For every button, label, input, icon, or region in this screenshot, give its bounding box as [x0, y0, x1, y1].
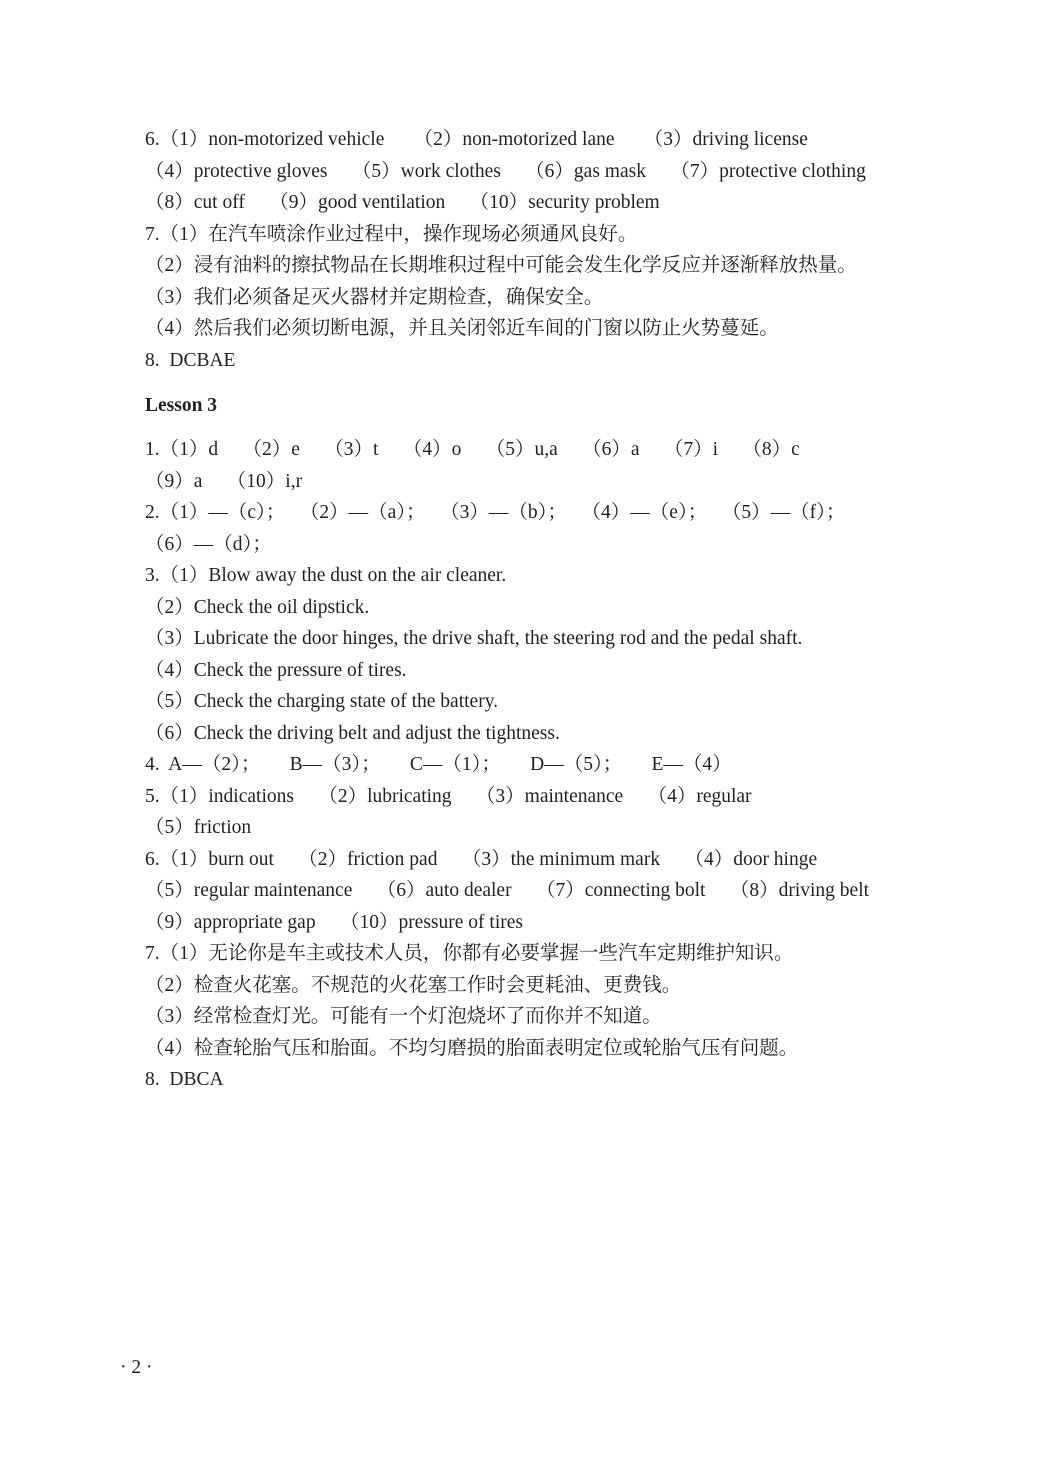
- text-line: （2）Check the oil dipstick.: [145, 596, 370, 618]
- text-line: 7.（1）无论你是车主或技术人员，你都有必要掌握一些汽车定期维护知识。: [145, 943, 794, 964]
- text-line: （8）cut off （9）good ventilation （10）security problem: [145, 192, 660, 213]
- text-line: （9）appropriate gap （10）pressure of tires: [145, 911, 523, 933]
- text-line: 6.（1）non-motorized vehicle （2）non-motorized lane （3）driving license: [145, 129, 808, 150]
- text-line: （6）—（d）；: [145, 533, 272, 555]
- text-line: （5）friction: [145, 817, 252, 838]
- text-line: （4）protective gloves （5）work clothes （6）gas mask （7）protective clothing: [145, 160, 866, 182]
- lesson-heading: Lesson 3: [145, 395, 218, 416]
- text-line: （5）regular maintenance （6）auto dealer （7）connecting bolt （8）driving belt: [145, 880, 870, 901]
- text-line: （5）Check the charging state of the battery.: [145, 691, 499, 712]
- text-line: 8. DBCA: [145, 1069, 224, 1090]
- text-line: 8. DCBAE: [145, 349, 236, 371]
- text-line: 3.（1）Blow away the dust on the air cleaner.: [145, 565, 507, 586]
- text-line: （2）检查火花塞。不规范的火花塞工作时会更耗油、更费钱。: [145, 974, 682, 996]
- text-line: （3）经常检查灯光。可能有一个灯泡烧坏了而你并不知道。: [145, 1006, 662, 1027]
- text-line: 6.（1）burn out （2）friction pad （3）the minimum mark （4）door hinge: [145, 848, 818, 870]
- text-line: （3）我们必须备足灭火器材并定期检查，确保安全。: [145, 286, 604, 308]
- page-number: · 2 ·: [120, 1357, 153, 1378]
- text-line: 7.（1）在汽车喷涂作业过程中，操作现场必须通风良好。: [145, 223, 638, 245]
- text-line: （4）然后我们必须切断电源，并且关闭邻近车间的门窗以防止火势蔓延。: [145, 318, 779, 339]
- text-line: （3）Lubricate the door hinges, the drive shaft, the steering rod and the pedal shaft.: [145, 628, 803, 649]
- text-line: （9）a （10）i,r: [145, 470, 303, 492]
- text-line: （4）Check the pressure of tires.: [145, 659, 407, 681]
- text-line: 1.（1）d （2）e （3）t （4）o （5）u,a （6）a （7）i （8）c: [145, 439, 800, 460]
- text-line: 5.（1）indications （2）lubricating （3）maintenance （4）regular: [145, 785, 752, 807]
- text-line: （4）检查轮胎气压和胎面。不均匀磨损的胎面表明定位或轮胎气压有问题。: [145, 1037, 799, 1059]
- text-line: （6）Check the driving belt and adjust the tightness.: [145, 722, 560, 744]
- text-line: 4. A—（2）； B—（3）； C—（1）； D—（5）； E—（4）: [145, 754, 732, 775]
- answer-page: [145, 124, 965, 1096]
- text-line: （2）浸有油料的擦拭物品在长期堆积过程中可能会发生化学反应并逐渐释放热量。: [145, 255, 857, 276]
- text-line: 2.（1）—（c）； （2）—（a）； （3）—（b）； （4）—（e）； （5）—（f）；: [145, 502, 846, 523]
